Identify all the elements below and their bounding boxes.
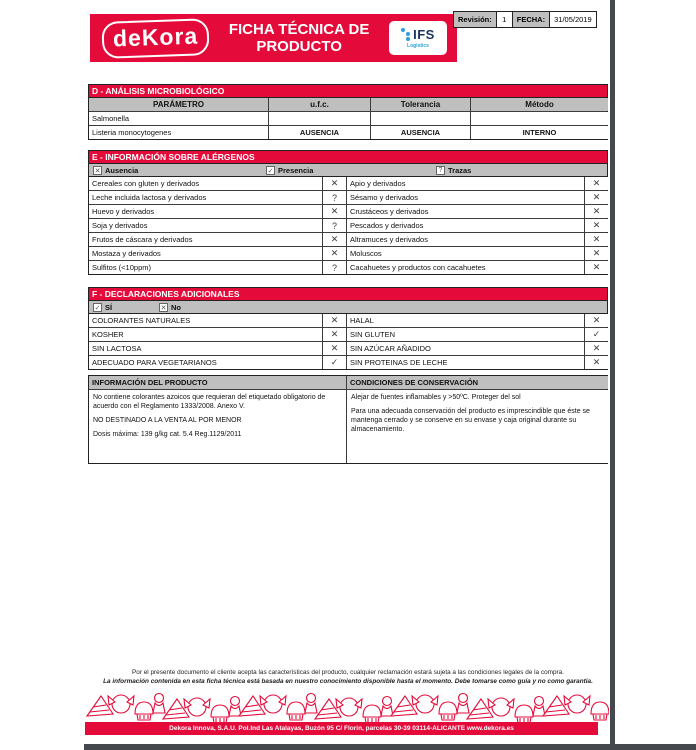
col-header-parametro: PARÁMETRO [89, 98, 268, 111]
allergen-mark: ✕ [323, 247, 346, 260]
section-e-title: E - INFORMACIÓN SOBRE ALÉRGENOS [88, 150, 608, 163]
col-header-metodo: Método [471, 98, 608, 111]
declaration-mark: ✕ [585, 314, 608, 327]
allergen-table [88, 176, 608, 275]
table-row-ufc: AUSENCIA [269, 126, 370, 139]
declaration-label: ADECUADO PARA VEGETARIANOS [89, 356, 322, 369]
declaration-mark: ✓ [323, 356, 346, 369]
footer-disclaimer [88, 669, 608, 685]
table-row-tolerancia: AUSENCIA [371, 126, 470, 139]
disclaimer-line2: La información contenida en esta ficha técnica está basada en nuestro conocimiento disponible hasta el momento. Debe tomarse como guía y no como garantía. [103, 678, 593, 685]
product-info-header: INFORMACIÓN DEL PRODUCTO [89, 376, 346, 389]
declarations-legend [88, 300, 608, 313]
ifs-dots-icon [401, 28, 411, 42]
company-address: Dekora Innova, S.A.U. Pol.Ind Las Atalayas, Buzón 95 C/ Florin, parcelas 30-39 03114-ALICANTE www.dekora.es [169, 725, 514, 732]
ifs-logo-subtext: Logistics [407, 43, 429, 49]
allergen-mark: ✕ [585, 205, 608, 218]
section-d-table [88, 97, 608, 140]
revision-value: 1 [497, 11, 513, 28]
declaration-label: KOSHER [89, 328, 322, 341]
ifs-logo-text: IFS [413, 27, 435, 42]
allergen-label: Crustáceos y derivados [347, 205, 584, 218]
allergen-label: Sulfitos (<10ppm) [89, 261, 322, 274]
table-row-tolerancia [371, 112, 470, 125]
table-row-metodo: INTERNO [471, 126, 608, 139]
declaration-label: COLORANTES NATURALES [89, 314, 322, 327]
allergen-mark: ✕ [585, 261, 608, 274]
allergen-label: Cereales con gluten y derivados [89, 177, 322, 190]
date-value: 31/05/2019 [550, 11, 597, 28]
legend-ausencia: ✕ Ausencia [94, 166, 139, 175]
product-info-text [89, 390, 346, 463]
product-info-paragraph: No contiene colorantes azoicos que requieran del etiquetado obligatorio de acuerdo con el Reglamento 1333/2008. Anexo V. [93, 394, 326, 410]
declaration-label: SIN GLUTEN [347, 328, 584, 341]
allergen-label: Pescados y derivados [347, 219, 584, 232]
col-header-tolerancia: Tolerancia [371, 98, 470, 111]
allergen-legend [88, 163, 608, 176]
cross-icon: ✕ [160, 304, 167, 312]
allergen-label: Mostaza y derivados [89, 247, 322, 260]
revision-label: Revisión: [453, 11, 497, 28]
section-f-title: F - DECLARACIONES ADICIONALES [88, 287, 608, 300]
conservation-text [347, 390, 608, 463]
legend-presencia: ✓ Presencia [267, 166, 314, 175]
page-edge-shadow-right [610, 0, 615, 750]
allergen-mark: ✕ [323, 205, 346, 218]
info-table [88, 375, 608, 464]
info-block [88, 375, 608, 464]
section-f-declarations [88, 287, 608, 370]
allergen-mark: ✕ [585, 247, 608, 260]
conservation-paragraph: Para una adecuada conservación del producto es imprescindible que éste se mantenga cerrado y se conserve en su envase y caja original durante su almacenamiento. [351, 408, 590, 433]
declaration-mark: ✕ [323, 328, 346, 341]
page-title-line1: FICHA TÉCNICA DE [228, 21, 370, 38]
check-icon: ✓ [267, 167, 274, 175]
dessert-doodles-band [85, 686, 609, 722]
header-band [90, 14, 457, 62]
dekora-logo [101, 18, 209, 59]
table-row-ufc [269, 112, 370, 125]
allergen-mark: ✕ [585, 191, 608, 204]
allergen-label: Cacahuetes y productos con cacahuetes [347, 261, 584, 274]
table-row-parametro: Salmonella [89, 112, 268, 125]
declaration-mark: ✓ [585, 328, 608, 341]
allergen-label: Apio y derivados [347, 177, 584, 190]
allergen-mark: ✕ [585, 233, 608, 246]
table-row-parametro: Listeria monocytogenes [89, 126, 268, 139]
allergen-mark: ✕ [323, 177, 346, 190]
allergen-mark: ✕ [323, 233, 346, 246]
declaration-mark: ✕ [323, 342, 346, 355]
allergen-mark: ✕ [585, 219, 608, 232]
section-d-microbiological [88, 84, 608, 140]
allergen-label: Moluscos [347, 247, 584, 260]
allergen-label: Altramuces y derivados [347, 233, 584, 246]
page-title-line2: PRODUCTO [256, 38, 342, 55]
declaration-label: SIN LACTOSA [89, 342, 322, 355]
col-header-ufc: u.f.c. [269, 98, 370, 111]
dekora-logo-text: deKora [112, 22, 199, 51]
declaration-label: HALAL [347, 314, 584, 327]
declaration-label: SIN PROTEINAS DE LECHE [347, 356, 584, 369]
product-info-paragraph: NO DESTINADO A LA VENTA AL POR MENOR [93, 417, 242, 424]
check-icon: ✓ [94, 304, 101, 312]
declarations-table [88, 313, 608, 370]
allergen-label: Sésamo y derivados [347, 191, 584, 204]
legend-no: ✕ No [160, 303, 181, 312]
conservation-paragraph: Alejar de fuentes inflamables y >50ºC. Proteger del sol [351, 394, 521, 401]
page-title [209, 21, 389, 55]
page-edge-shadow-bottom [84, 744, 696, 750]
declaration-mark: ✕ [585, 356, 608, 369]
legend-trazas: ? Trazas [436, 164, 471, 177]
allergen-mark: ✕ [585, 177, 608, 190]
disclaimer-line1: Por el presente documento el cliente acepta las características del producto, cualquier reclamación estará sujeta a las condiciones legales de la compra. [132, 669, 564, 676]
question-icon: ? [436, 166, 445, 175]
conservation-header: CONDICIONES DE CONSERVACIÓN [347, 376, 608, 389]
allergen-label: Frutos de cáscara y derivados [89, 233, 322, 246]
footer-address-bar [85, 722, 598, 735]
allergen-mark: ? [323, 219, 346, 232]
allergen-label: Leche incluida lactosa y derivados [89, 191, 322, 204]
date-label: FECHA: [513, 11, 550, 28]
declaration-mark: ✕ [323, 314, 346, 327]
table-row-metodo [471, 112, 608, 125]
allergen-mark: ? [323, 191, 346, 204]
legend-si: ✓ SÍ [94, 303, 113, 312]
declaration-label: SIN AZÚCAR AÑADIDO [347, 342, 584, 355]
allergen-mark: ? [323, 261, 346, 274]
section-d-title: D - ANÁLISIS MICROBIOLÓGICO [88, 84, 608, 97]
section-e-allergens [88, 150, 608, 275]
declaration-mark: ✕ [585, 342, 608, 355]
revision-strip [453, 11, 597, 28]
ifs-logo [389, 21, 447, 55]
allergen-label: Huevo y derivados [89, 205, 322, 218]
allergen-label: Soja y derivados [89, 219, 322, 232]
product-info-paragraph: Dosis máxima: 139 g/kg cat. 5.4 Reg.1129/2011 [93, 431, 242, 438]
cross-icon: ✕ [94, 167, 101, 175]
